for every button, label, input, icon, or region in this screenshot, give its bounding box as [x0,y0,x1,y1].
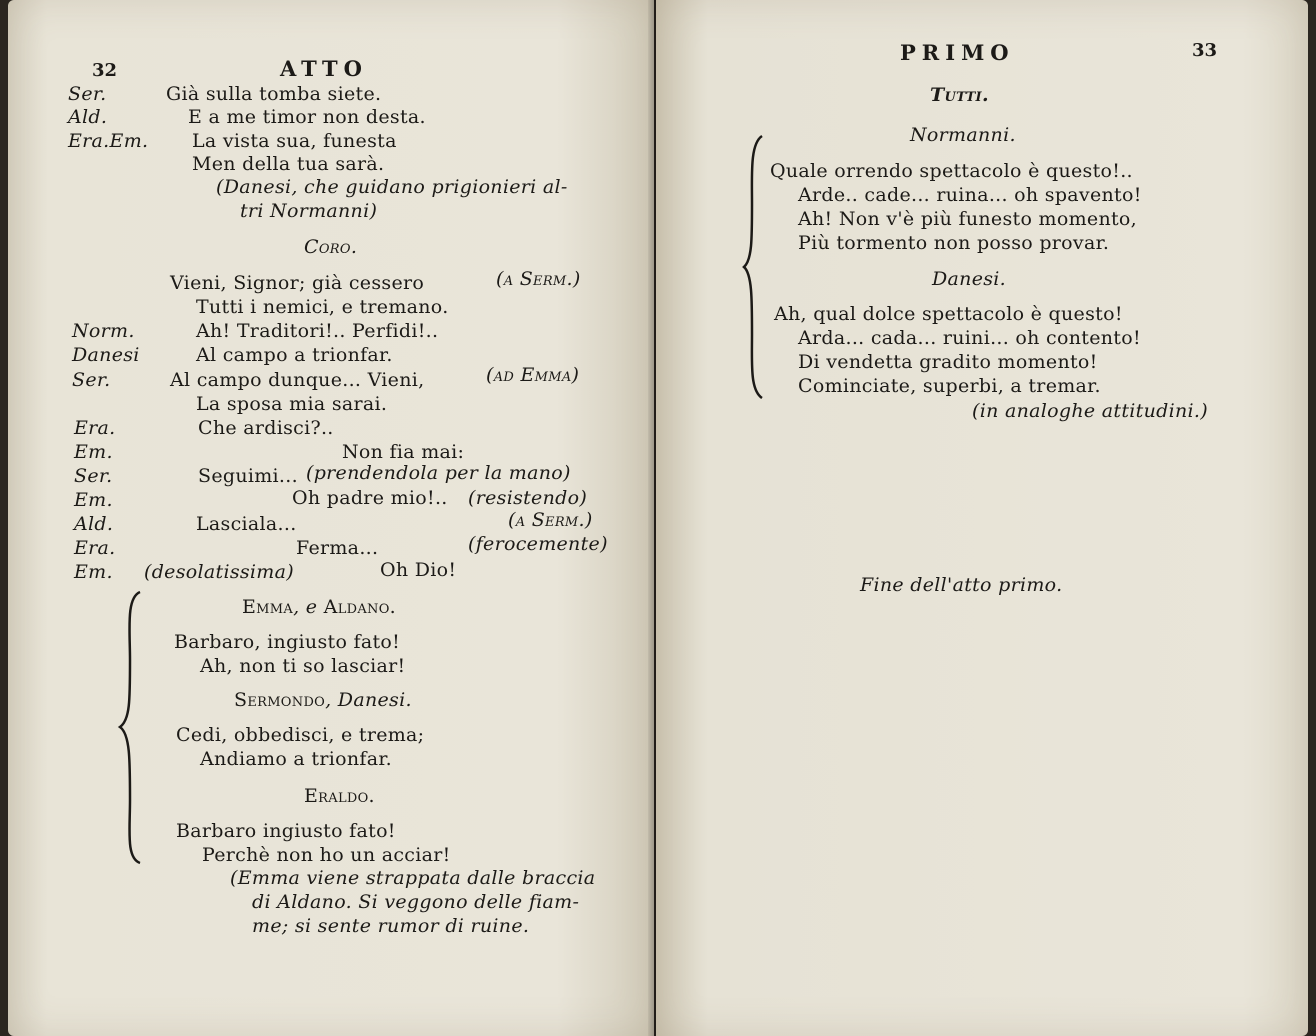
verse-line: Oh padre mio!.. [292,487,448,509]
character-name: Aldano. [323,596,397,618]
verse-line: Seguimi... [198,465,298,487]
verse-line: Men della tua sarà. [192,153,385,175]
speaker: Em. [74,561,113,583]
aside: (ad Emma) [486,364,580,386]
verse-line: Oh Dio! [380,559,457,581]
character-name: , Danesi. [325,689,412,711]
tutti-heading: Tutti. [930,84,989,106]
verse-line: Ah, qual dolce spettacolo è questo! [774,303,1123,325]
verse-line: Al campo dunque... Vieni, [170,369,425,391]
speaker: Ser. [74,465,113,487]
verse-line: Ah! Traditori!.. Perfidi!.. [196,320,439,342]
left-page [8,0,654,1036]
running-head-left: ATTO [280,56,368,81]
coro-heading: Coro. [304,236,358,258]
speaker: Era.Em. [68,130,149,152]
aside: (prendendola per la mano) [306,462,571,484]
danesi-heading: Danesi. [932,268,1007,290]
running-head-right: PRIMO [900,40,1015,65]
verse-line: Ferma... [296,537,379,559]
speaker: Ald. [68,106,108,128]
verse-line: Ah, non ti so lasciar! [200,655,406,677]
verse-line: Quale orrendo spettacolo è questo!.. [770,160,1133,182]
speaker: Ser. [72,369,111,391]
aside: (a Serm.) [508,509,593,531]
conjunction: , e [293,596,324,618]
verse-line: Andiamo a trionfar. [200,748,392,770]
stage-direction: (in analoghe attitudini.) [972,400,1208,422]
verse-line: Cominciate, superbi, a tremar. [798,375,1101,397]
character-name: Sermondo [234,689,326,711]
stage-direction: (Emma viene strappata dalle braccia [230,867,596,889]
speaker: Era. [74,417,116,439]
group3-heading: Eraldo. [304,785,375,807]
verse-line: Arde.. cade... ruina... oh spavento! [798,184,1142,206]
verse-line: Di vendetta gradito momento! [798,351,1098,373]
stage-direction: tri Normanni) [240,200,378,222]
stage-direction: (Danesi, che guidano prigionieri al- [216,176,568,198]
aside: (desolatissima) [144,561,294,583]
group2-heading [234,689,412,711]
page-number-left: 32 [92,60,118,81]
verse-line: Tutti i nemici, e tremano. [196,296,449,318]
speaker: Em. [74,489,113,511]
verse-line: Più tormento non posso provar. [798,232,1110,254]
verse-line: Già sulla tomba siete. [166,83,382,105]
verse-line: Che ardisci?.. [198,417,334,439]
right-page [656,0,1308,1036]
normanni-heading: Normanni. [910,124,1016,146]
verse-line: Non fia mai: [342,441,465,463]
verse-line: Lasciala... [196,513,297,535]
character-name: Emma [242,596,294,618]
aside: (resistendo) [468,487,588,509]
group1-heading [242,596,396,618]
speaker: Era. [74,537,116,559]
verse-line: Barbaro ingiusto fato! [176,820,396,842]
verse-line: Vieni, Signor; già cessero [170,272,425,294]
verse-line: Ah! Non v'è più funesto momento, [798,208,1138,230]
ensemble-brace-icon [116,590,146,865]
speaker: Em. [74,441,113,463]
speaker: Ald. [74,513,114,535]
ensemble-brace-icon [742,134,768,400]
speaker: Danesi [72,344,140,366]
verse-line: Arda... cada... ruini... oh contento! [798,327,1141,349]
verse-line: Cedi, obbedisci, e trema; [176,724,425,746]
verse-line: Perchè non ho un acciar! [202,844,451,866]
end-of-act-note: Fine dell'atto primo. [860,574,1063,596]
stage-direction: di Aldano. Si veggono delle fiam- [252,891,580,913]
page-number-right: 33 [1192,40,1218,61]
aside: (a Serm.) [496,268,581,290]
verse-line: Al campo a trionfar. [196,344,393,366]
speaker: Norm. [72,320,135,342]
verse-line: E a me timor non desta. [188,106,426,128]
verse-line: La vista sua, funesta [192,130,397,152]
speaker: Ser. [68,83,107,105]
verse-line: La sposa mia sarai. [196,393,388,415]
stage-direction: me; si sente rumor di ruine. [252,915,530,937]
verse-line: Barbaro, ingiusto fato! [174,631,401,653]
aside: (ferocemente) [468,533,608,555]
